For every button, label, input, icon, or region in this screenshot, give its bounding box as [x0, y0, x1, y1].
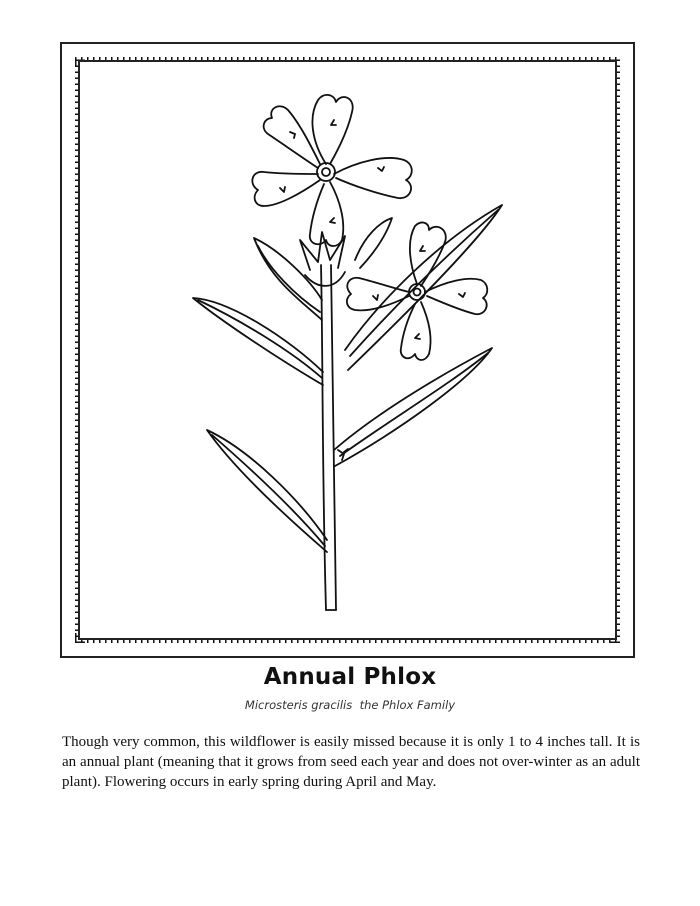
stem	[321, 265, 336, 610]
species-subtitle	[0, 698, 700, 712]
family-name: the Phlox Family	[359, 698, 456, 712]
scientific-name: Microsteris gracilis	[244, 698, 353, 712]
leaves	[193, 205, 502, 552]
top-flower	[252, 95, 411, 246]
description-text: Though very common, this wildflower is easily missed because it is only 1 to 4 inches tall. It is an annual plant (meaning that it grows from seed each year and does not over-winter as an adult plant). Flowering occurs in early spring during April and May.	[62, 734, 640, 790]
page-title: Annual Phlox	[263, 664, 437, 690]
lower-flower	[347, 223, 487, 360]
calyx-cluster	[300, 218, 392, 286]
insect-icon	[338, 449, 348, 460]
